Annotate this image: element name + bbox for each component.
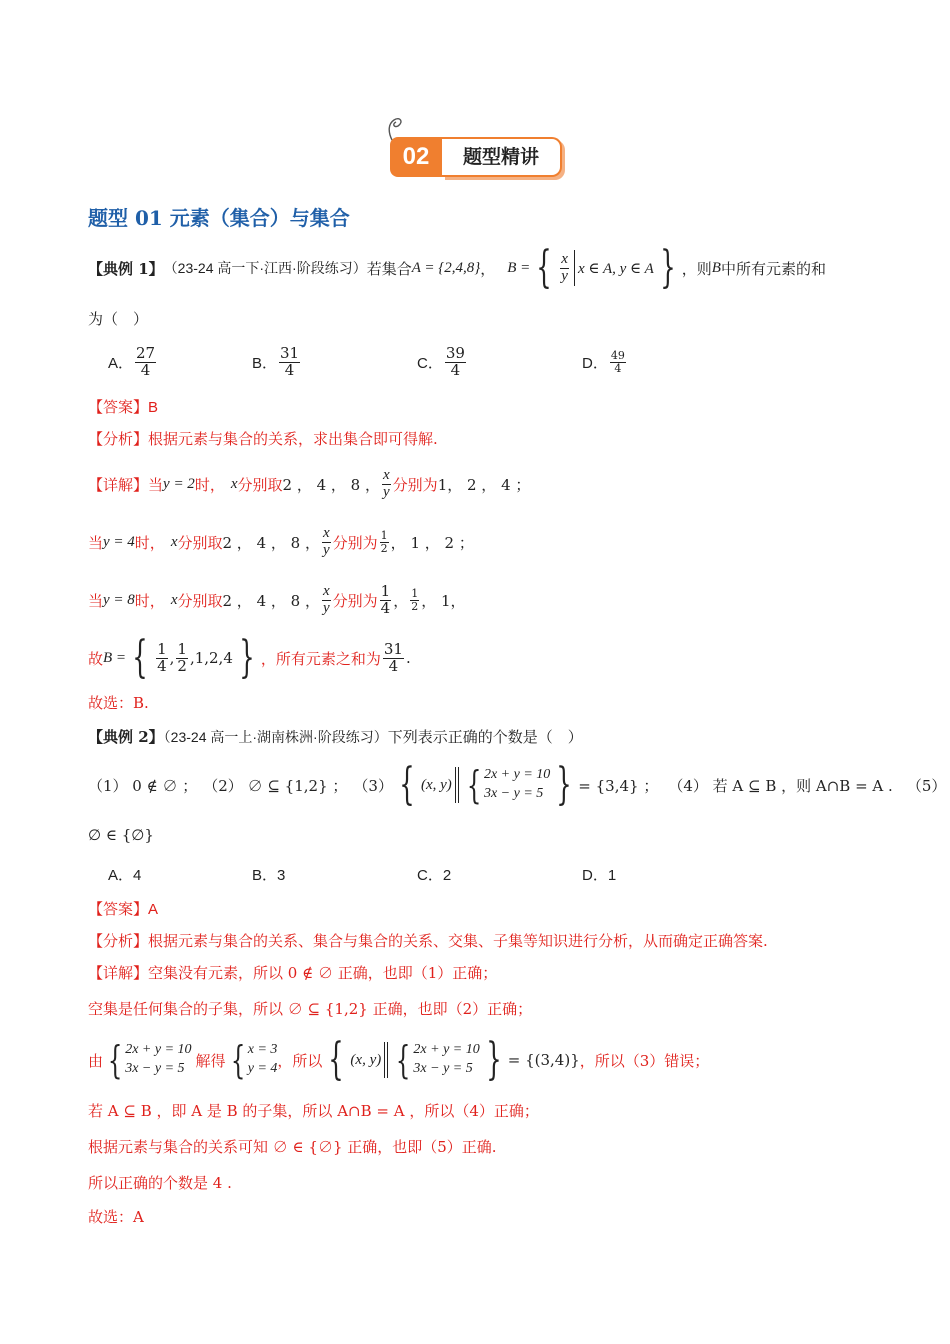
ex2-option-c: C．2 <box>417 867 452 884</box>
example1-stem <box>88 244 826 292</box>
example2-detail-5: 根据元素与集合的关系可知 ∅ ∈ {∅} 正确，也即（5）正确. <box>88 1138 497 1156</box>
example2-detail-6: 所以正确的个数是 4 . <box>88 1174 232 1192</box>
stem-text: 若集合 <box>366 259 412 278</box>
statement-3-label: （3） <box>353 776 393 795</box>
badge-title: 题型精讲 <box>442 137 562 177</box>
example1-detail-line4: 故 B = { $\frac{1}{4}$ , $\frac{1}{2}$ ,1,2,4 } ，所有元素之和为 $\frac{31}{4}$ . <box>88 632 411 683</box>
stem-text: ， <box>480 259 496 278</box>
example1-detail-line1: 【详解】 当 y = 2 时， x 分别取 2 ， 4 ， 8 ， $\frac{x}{y}$ 分别为 1， 2 ， 4 ； <box>88 466 531 500</box>
example1-detail-line3: 当 y = 8 时， x 分别取 2 ， 4 ， 8 ， $\frac{x}{y}$ 分别为 $\frac{1}{4}$ ， $\frac{1}{2}$ ， 1， <box>88 581 466 617</box>
example1-analysis: 【分析】根据元素与集合的关系，求出集合即可得解. <box>88 430 438 448</box>
example2-answer: 【答案】A <box>88 901 159 918</box>
example1-source: （23-24 高一下·江西·阶段练习） <box>163 260 367 276</box>
stem-text: ，则 <box>681 259 712 278</box>
set-b-condition: x ∈ A, y ∈ A <box>577 260 654 277</box>
example2-statements: （1） 0 ∉ ∅ ； （2） ∅ ⊆ {1,2} ； （3） { (x, y) { 2x + y = 10 3x − y = 5 } = {3,4} ； （4） 若 A ⊆ B ，则 A∩B = A . （5） <box>88 759 947 810</box>
set-b-lhs: B = <box>507 259 531 276</box>
example2-stem: 【典例 2】（23-24 高一上·湖南株洲·阶段练习）下列表示正确的个数是（ ） <box>88 728 583 746</box>
statement-5-label: （5） <box>906 776 947 795</box>
stem-var: B <box>711 259 721 276</box>
left-brace: { <box>536 242 552 293</box>
option-c: C． $\frac{39}{4}$ <box>417 343 465 379</box>
example1-answer: 【答案】B <box>88 399 159 416</box>
ex2-option-d: D．1 <box>582 867 617 884</box>
ex2-option-b: B．3 <box>252 867 286 884</box>
example1-detail-line2: 当 y = 4 时， x 分别取 2 ， 4 ， 8 ， $\frac{x}{y}$ 分别为 $\frac{1}{2}$ ， 1 ， 2 ； <box>88 524 474 558</box>
example2-detail-2: 空集是任何集合的子集，所以 ∅ ⊆ {1,2} 正确，也即（2）正确； <box>88 1000 533 1018</box>
statement-2: （2） ∅ ⊆ {1,2} ； <box>203 776 348 795</box>
statement-5: ∅ ∈ {∅} <box>88 826 154 844</box>
set-a: A = {2,4,8} <box>411 259 481 276</box>
example2-analysis: 【分析】根据元素与集合的关系、集合与集合的关系、交集、子集等知识进行分析，从而确定正确答案. <box>88 932 768 950</box>
right-brace: } <box>660 242 676 293</box>
section-title: 题型 01 元素（集合）与集合 <box>88 206 350 230</box>
fraction-x-over-y: $\frac{x}{y}$ <box>561 250 568 284</box>
option-a: A． $\frac{27}{4}$ <box>108 343 156 379</box>
example2-conclusion: 故选：A <box>88 1208 144 1226</box>
statement-1: （1） 0 ∉ ∅ ； <box>88 776 198 795</box>
stem-text: 中所有元素的和 <box>720 259 826 278</box>
section-badge <box>390 133 566 181</box>
ex2-option-a: A．4 <box>108 867 142 884</box>
example1-tag: 【典例 1】 <box>88 259 164 278</box>
badge-number: 02 <box>390 137 442 177</box>
example1-stem-cont: 为（ ） <box>88 310 149 328</box>
set-bar <box>574 250 575 286</box>
example1-conclusion: 故选：B. <box>88 694 149 712</box>
option-d: D． $\frac{49}{4}$ <box>582 348 625 375</box>
example2-detail-4: 若 A ⊆ B ，即 A 是 B 的子集，所以 A∩B = A ，所以（4）正确； <box>88 1102 539 1120</box>
example2-detail-3: 由 { 2x + y = 10 3x − y = 5 解得 { x = 3 y = 4 ，所以 { (x, y) { 2x + y = 10 3x − y = 5 } = {(3,4)} ，所以（3）错误； <box>88 1034 710 1085</box>
example2-detail-1: 【详解】空集没有元素，所以 0 ∉ ∅ 正确，也即（1）正确； <box>88 964 498 982</box>
statement-4: （4） 若 A ⊆ B ，则 A∩B = A . <box>668 776 893 795</box>
option-b: B． $\frac{31}{4}$ <box>252 343 300 379</box>
